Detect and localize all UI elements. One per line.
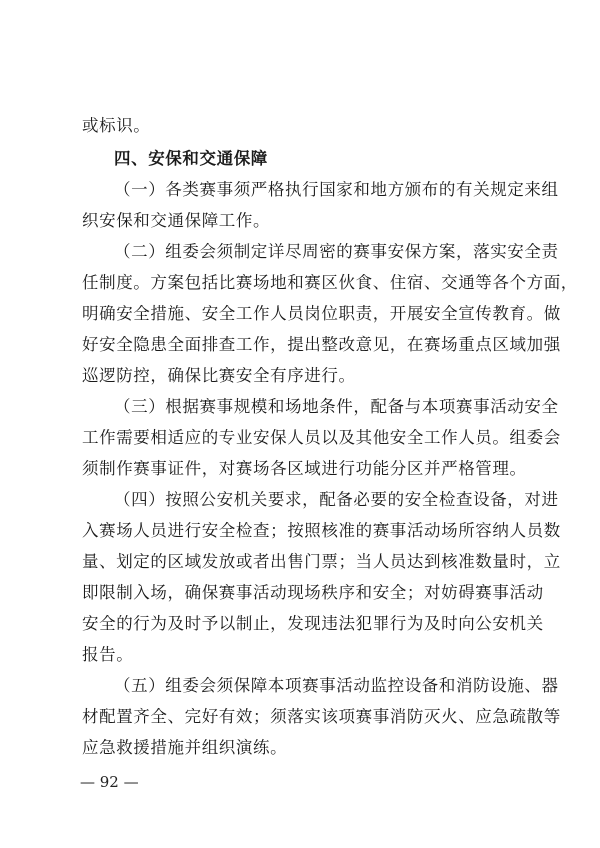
section-heading: 四、安保和交通保障: [114, 149, 268, 168]
text-line: 须制作赛事证件，对赛场各区域进行功能分区并严格管理。: [82, 459, 527, 478]
text-line: （五）组委会须保障本项赛事活动监控设备和消防设施、器: [114, 676, 559, 695]
text-line: 入赛场人员进行安全检查；按照核准的赛事活动场所容纳人员数: [82, 521, 561, 540]
text-line: 工作需要相适应的专业安保人员以及其他安全工作人员。组委会: [82, 428, 561, 447]
text-line: 应急救援措施并组织演练。: [82, 738, 288, 757]
text-line: 即限制入场，确保赛事活动现场秩序和安全；对妨碍赛事活动: [82, 583, 544, 602]
page-number: — 92 —: [80, 773, 139, 791]
text-line: （四）按照公安机关要求，配备必要的安全检查设备，对进: [114, 490, 559, 509]
text-line: 安全的行为及时予以制止，发现违法犯罪行为及时向公安机关: [82, 614, 544, 633]
text-line: （三）根据赛事规模和场地条件，配备与本项赛事活动安全: [114, 397, 559, 416]
text-line: 或标识。: [82, 116, 151, 135]
text-line: 织安保和交通保障工作。: [82, 211, 271, 230]
text-line: 报告。: [82, 645, 134, 664]
text-line: 好安全隐患全面排查工作，提出整改意见，在赛场重点区域加强: [82, 335, 561, 354]
text-line: 任制度。方案包括比赛场地和赛区伙食、住宿、交通等各个方面，: [82, 273, 578, 292]
text-line: 材配置齐全、完好有效；须落实该项赛事消防灭火、应急疏散等: [82, 707, 561, 726]
text-line: 明确安全措施、安全工作人员岗位职责，开展安全宣传教育。做: [82, 304, 561, 323]
text-line: 量、划定的区域发放或者出售门票；当人员达到核准数量时，立: [82, 552, 561, 571]
text-line: 巡逻防控，确保比赛安全有序进行。: [82, 366, 356, 385]
text-line: （二）组委会须制定详尽周密的赛事安保方案，落实安全责: [114, 242, 559, 261]
text-line: （一）各类赛事须严格执行国家和地方颁布的有关规定来组: [114, 180, 559, 199]
